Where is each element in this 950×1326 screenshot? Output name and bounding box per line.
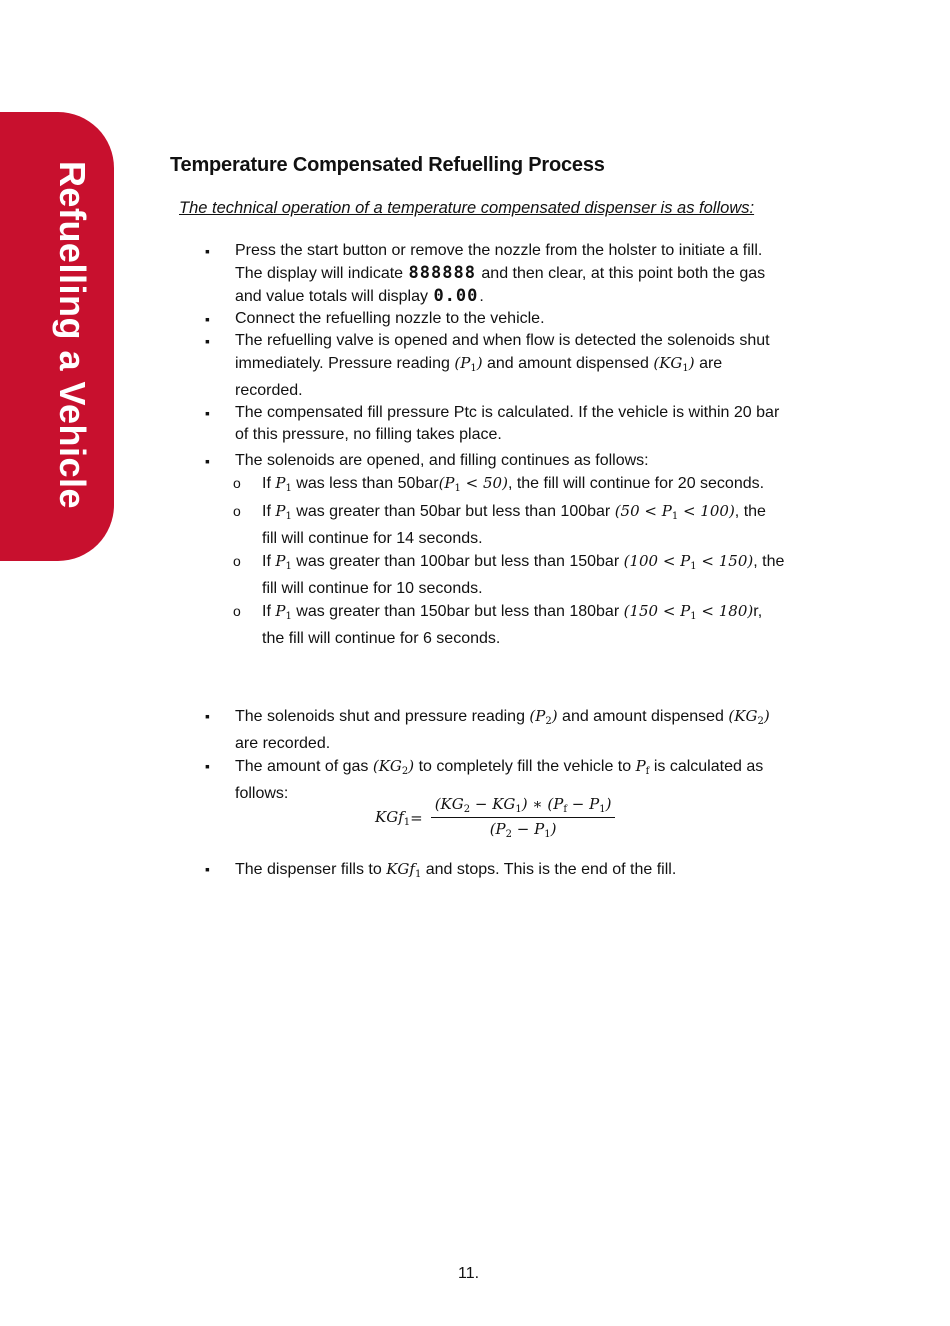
fill-duration-list <box>205 472 785 650</box>
page-heading: Temperature Compensated Refuelling Process <box>170 154 605 176</box>
list-item: ▪ Press the start button or remove the nozzle from the holster to initiate a fill. The display will indicate 888888 and then clear, at this point both the gas and value totals will display 0.00. <box>205 240 785 308</box>
formula-fraction <box>431 795 616 840</box>
section-side-tab-label: Refuelling a Vehicle <box>52 160 93 510</box>
list-item: ▪ The solenoids shut and pressure reading $(P_2)$ and amount dispensed $(KG_2)$ are recorded. <box>205 705 785 755</box>
page-number: 11. <box>458 1265 480 1282</box>
steps-list-3 <box>205 858 785 886</box>
list-item: ▪ The amount of gas $(KG_2)$ to completely fill the vehicle to $P_f$ is calculated as follows: <box>205 755 785 805</box>
page-subheading: The technical operation of a temperature compensated dispenser is as follows: <box>179 199 755 217</box>
list-item: ▪ The compensated fill pressure Ptc is calculated. If the vehicle is within 20 bar of this pressure, no filling takes place. <box>205 402 785 446</box>
steps-list-1 <box>205 240 785 650</box>
list-item: ▪ The solenoids are opened, and filling continues as follows: o If $P_1$ was less than $50bar(P_1 < 50)$, the fill will continue for 20 seconds. o If $P_1$ was greater than 50bar but less than 100bar $(50 < P_1 < 100)$, the fill will continue for 14 seconds. o If $P_1$ was greater than 100bar but less than 150bar $(100 < P_1 < 150)$, the fill will continue for 10 seconds. o If $P_1$ was greater than 150bar but less than 180bar $(150 < P_1 < 180)r$, the fill will continue for 6 seconds. <box>205 450 785 650</box>
formula-numerator: $(KG_2 - KG_1)$ ∗ $(P_f - P_1)$ <box>431 795 616 818</box>
list-item: ▪ The dispenser fills to KGf$_1$ and stops. This is the end of the fill. <box>205 858 785 886</box>
segment-display-zero: 0.00 <box>433 286 479 306</box>
sub-list-item: o If $P_1$ was less than $50bar(P_1 < 50)$, the fill will continue for 20 seconds. <box>205 472 785 500</box>
steps-list-2 <box>205 705 785 805</box>
fill-formula: KGf$_1$ = $\frac{(KG_2 - KG_1) ∗ (P_f - P_1)}{(P_2 - P_1)}$ <box>375 795 615 840</box>
sub-list-item: o If $P_1$ was greater than 100bar but less than 150bar $(100 < P_1 < 150)$, the fill will continue for 10 seconds. <box>205 550 785 600</box>
sub-list-item: o If $P_1$ was greater than 50bar but less than 100bar $(50 < P_1 < 100)$, the fill will continue for 14 seconds. <box>205 500 785 550</box>
formula-denominator: $(P_2 - P_1)$ <box>489 820 557 840</box>
sub-list-item: o If $P_1$ was greater than 150bar but less than 180bar $(150 < P_1 < 180)r$, the fill will continue for 6 seconds. <box>205 600 785 650</box>
list-item: ▪ Connect the refuelling nozzle to the vehicle. <box>205 308 785 330</box>
formula-lhs: KGf$_1$ <box>375 807 411 828</box>
segment-display-888888: 888888 <box>408 263 476 283</box>
list-item: ▪ The refuelling valve is opened and when flow is detected the solenoids shut immediately. Pressure reading $(P_1)$ and amount dispensed $(KG_1)$ are recorded. <box>205 330 785 402</box>
